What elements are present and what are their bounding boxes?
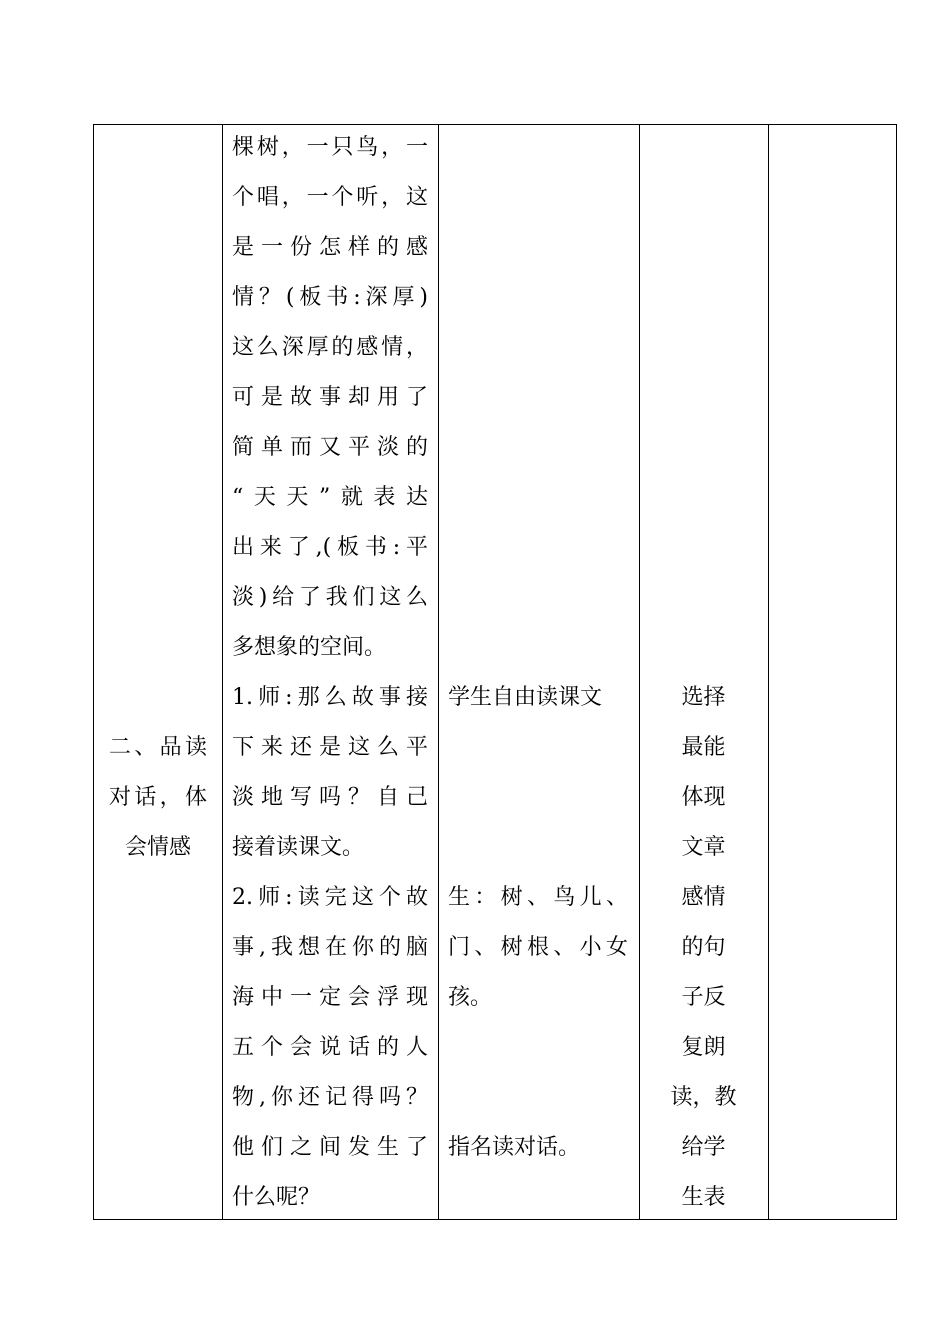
student-line: 门、树根、小女 — [448, 935, 628, 960]
teacher-line: 淡)给了我们这么 — [232, 585, 428, 610]
intent-line: 读，教 — [670, 1085, 737, 1110]
teacher-line: 多想象的空间。 — [232, 635, 387, 660]
teacher-line: 接着读课文。 — [232, 835, 365, 860]
teacher-line: 情？(板书:深厚) — [232, 285, 428, 310]
teacher-line: 简单而又平淡的 — [232, 435, 428, 460]
intent-line: 的句 — [681, 935, 726, 960]
teacher-line: 什么呢？ — [232, 1185, 321, 1210]
teacher-line: “天天”就表达 — [232, 485, 428, 510]
notes-column — [768, 125, 896, 1219]
teacher-activity-column — [222, 125, 438, 1219]
teacher-line: 事,我想在你的脑 — [232, 935, 428, 960]
teacher-line: 1.师:那么故事接 — [232, 685, 428, 710]
intent-line: 复朗 — [681, 1035, 726, 1060]
student-line: 学生自由读课文 — [448, 685, 603, 710]
teacher-line: 2.师:读完这个故 — [232, 885, 428, 910]
teacher-line: 可是故事却用了 — [232, 385, 428, 410]
student-line: 指名读对话。 — [448, 1135, 581, 1160]
step-line: 二、品读 — [109, 735, 207, 760]
teacher-line: 他们之间发生了 — [232, 1135, 428, 1160]
lesson-plan-table — [93, 124, 897, 1220]
teacher-line: 个唱，一个听，这 — [232, 185, 428, 210]
intent-line: 最能 — [681, 735, 726, 760]
intent-line: 给学 — [681, 1135, 726, 1160]
step-line: 会情感 — [124, 835, 191, 860]
intent-line: 文章 — [681, 835, 726, 860]
step-line: 对话，体 — [109, 785, 207, 810]
teacher-line: 棵树，一只鸟，一 — [232, 135, 428, 160]
step-column — [94, 125, 222, 1219]
teacher-line: 这么深厚的感情， — [232, 335, 428, 360]
design-intent-column — [639, 125, 768, 1219]
teacher-line: 海中一定会浮现 — [232, 985, 428, 1010]
teacher-line: 出来了,(板书:平 — [232, 535, 428, 560]
teacher-line: 是一份怎样的感 — [232, 235, 428, 260]
student-line: 孩。 — [448, 985, 493, 1010]
teacher-line: 五个会说话的人 — [232, 1035, 428, 1060]
student-line: 生：树、鸟儿、 — [448, 885, 628, 910]
student-activity-column — [438, 125, 639, 1219]
intent-line: 选择 — [681, 685, 726, 710]
intent-line: 生表 — [681, 1185, 726, 1210]
teacher-line: 物,你还记得吗？ — [232, 1085, 428, 1110]
intent-line: 感情 — [681, 885, 726, 910]
teacher-line: 淡地写吗？自己 — [232, 785, 428, 810]
teacher-line: 下来还是这么平 — [232, 735, 428, 760]
intent-line: 子反 — [681, 985, 726, 1010]
intent-line: 体现 — [681, 785, 726, 810]
